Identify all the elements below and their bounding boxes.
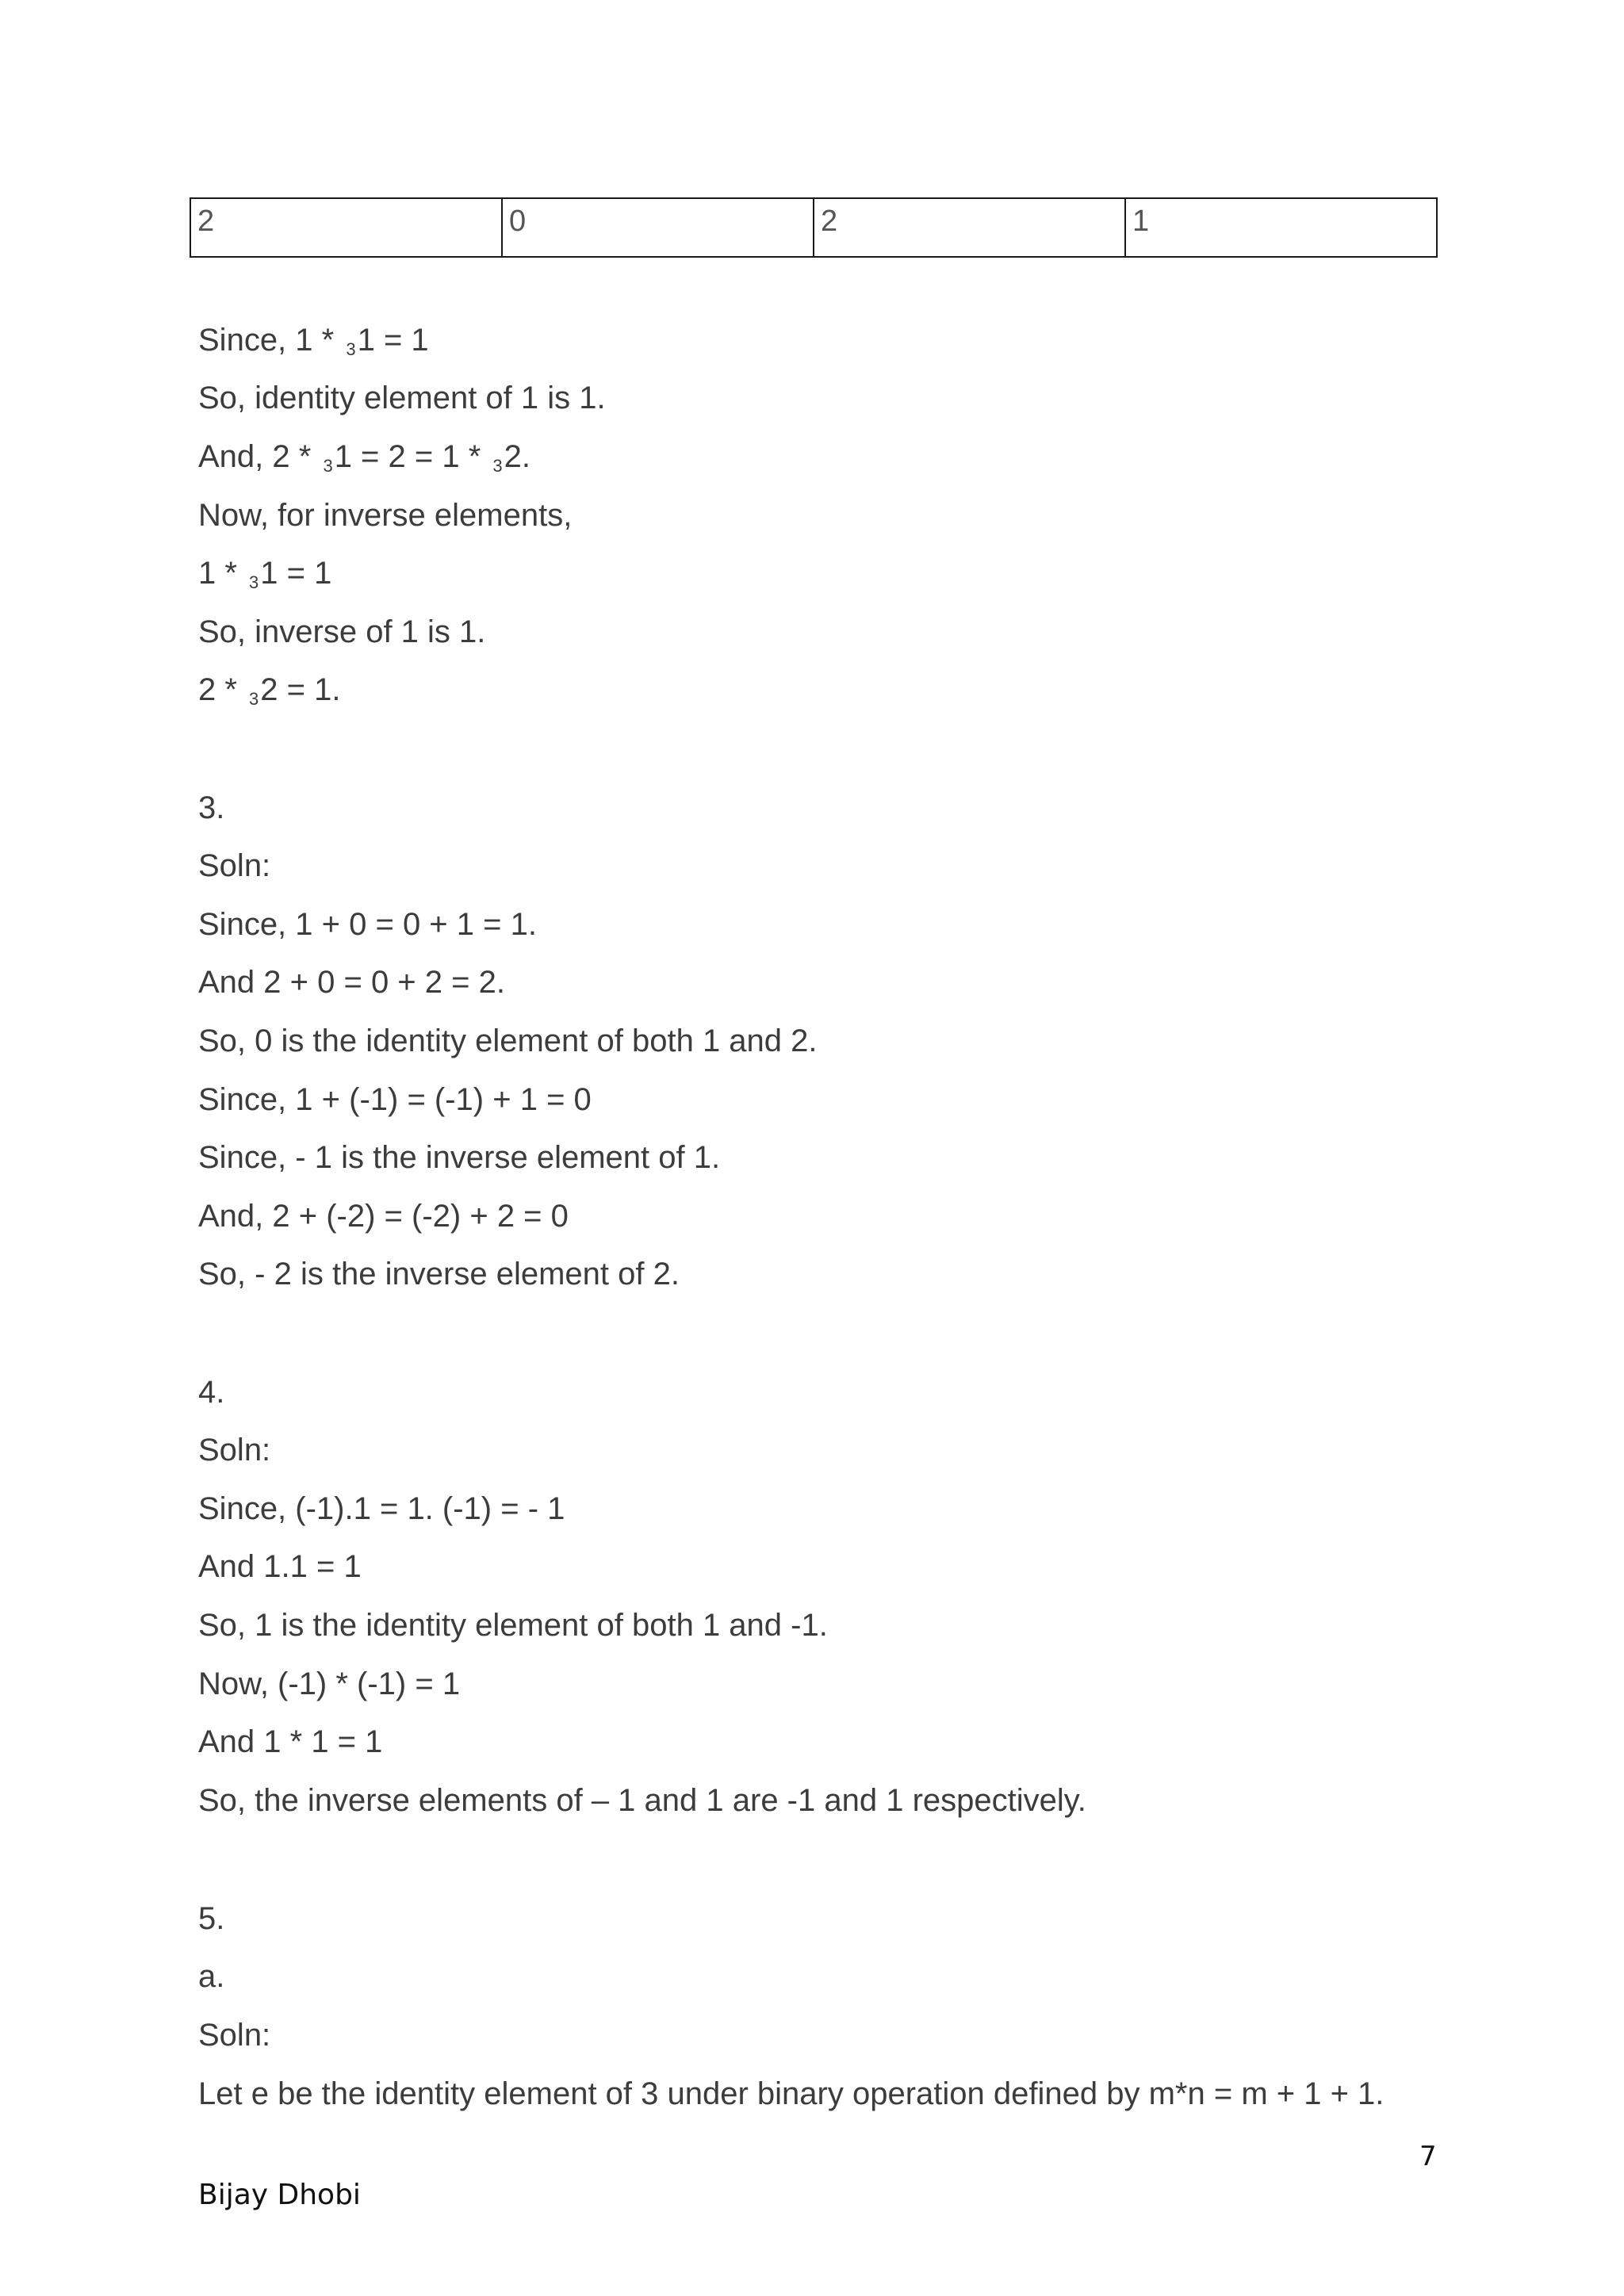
text-line: Since, 1 + 0 = 0 + 1 = 1.	[198, 907, 537, 942]
operation-table	[190, 197, 1438, 258]
text-line: 1 * $_3$1 = 1	[198, 556, 332, 592]
text-line: Since, (-1).1 = 1. (-1) = - 1	[198, 1491, 565, 1526]
text-line: So, identity element of 1 is 1.	[198, 381, 606, 415]
question-number: 4.	[198, 1375, 225, 1410]
text-line: So, - 2 is the inverse element of 2.	[198, 1257, 680, 1292]
text-line: So, inverse of 1 is 1.	[198, 614, 486, 649]
text-line: Now, for inverse elements,	[198, 498, 573, 533]
text-line: 2 * $_3$2 = 1.	[198, 672, 341, 709]
table-cell: 1	[1125, 198, 1437, 257]
solution-label: Soln:	[198, 848, 271, 883]
table-cell: 2	[190, 198, 502, 257]
page-number: 7	[1419, 2141, 1437, 2172]
table-cell: 2	[814, 198, 1125, 257]
text-line: So, 0 is the identity element of both 1 and 2.	[198, 1024, 818, 1058]
question-number: 3.	[198, 790, 225, 825]
text-line: Since, 1 * $_3$1 = 1	[198, 323, 429, 359]
text-line: And, 2 + (-2) = (-2) + 2 = 0	[198, 1199, 569, 1234]
text-line: Now, (-1) * (-1) = 1	[198, 1667, 461, 1701]
table-row	[190, 198, 1437, 257]
text-line: And 2 + 0 = 0 + 2 = 2.	[198, 965, 505, 1000]
footer-author: Bijay Dhobi	[198, 2179, 361, 2211]
text-line: So, the inverse elements of – 1 and 1 are -1 and 1 respectively.	[198, 1783, 1086, 1818]
text-line: Since, 1 + (-1) = (-1) + 1 = 0	[198, 1082, 592, 1117]
text-line: And 1.1 = 1	[198, 1549, 362, 1584]
question-number: 5.	[198, 1901, 225, 1936]
table-cell: 0	[502, 198, 814, 257]
sub-question-label: a.	[198, 1959, 225, 1994]
text-line: Let e be the identity element of 3 under binary operation defined by m*n = m + 1 + 1.	[198, 2076, 1385, 2111]
text-line: So, 1 is the identity element of both 1 and -1.	[198, 1608, 828, 1643]
solution-label: Soln:	[198, 2018, 271, 2053]
text-line: And 1 * 1 = 1	[198, 1724, 383, 1759]
solution-label: Soln:	[198, 1433, 271, 1468]
text-line: Since, - 1 is the inverse element of 1.	[198, 1140, 721, 1175]
text-line: And, 2 * $_3$1 = 2 = 1 * $_3$2.	[198, 439, 530, 476]
